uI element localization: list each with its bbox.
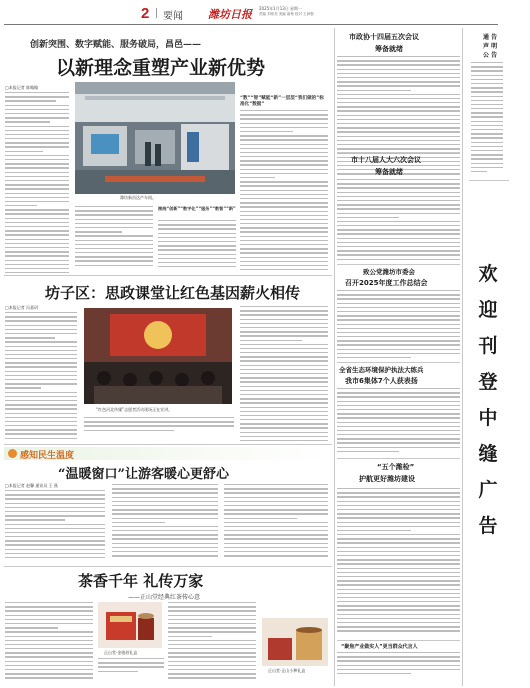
article1-factory-photo [75, 82, 235, 194]
right-head2-line1: 市十八届人大六次会议 [351, 156, 421, 164]
article3-bottom-rule [4, 566, 332, 567]
right-head1-line2: 筹备就绪 [375, 45, 403, 53]
header-divider [156, 8, 157, 18]
margin-divider [462, 28, 463, 686]
article1-col1b-text [75, 206, 153, 268]
article3-col3-text [224, 484, 328, 562]
right-head5-line2: 护航更好潍坊建设 [359, 475, 415, 483]
page-number: 2 [141, 5, 150, 22]
article1-byline: □本报记者 陈翰翰 [5, 85, 39, 90]
article1-subhead1: “数”“智”赋能“新”一层层“我们做的”标准化“数据” [240, 96, 324, 107]
newspaper-logo: 潍坊日报 [208, 8, 252, 21]
right-article4-text [337, 388, 460, 456]
people-banner-label: 感知民生温度 [20, 451, 75, 461]
right-head2-line2: 筹备就绪 [375, 168, 403, 176]
tea-set-graphic [262, 618, 328, 666]
header-rule [4, 24, 498, 25]
right-head6: “聚焦产业做实人”更当群众代言人 [341, 644, 418, 650]
right-rule5 [337, 640, 460, 641]
article1-photo-caption: 潍坊新昌达产车间。 [120, 195, 156, 200]
people-banner [4, 447, 332, 460]
right-rule4 [337, 458, 460, 459]
article2-col1-text [5, 312, 77, 440]
article3-col1-text [5, 490, 105, 562]
article4-photo1-caption: 正山堂·金骏眉礼盒 [104, 650, 138, 655]
notice-title-2: 声 明 [483, 43, 498, 50]
issue-date: 2025年1月13日 [259, 6, 289, 11]
right-article6-text [337, 652, 460, 684]
right-rule2 [337, 264, 460, 265]
article1-col3-text [240, 110, 328, 270]
notice-title-3: 公 告 [483, 52, 498, 59]
article1-kicker: 创新突围、数字赋能、服务破局，昌邑—— [30, 40, 202, 50]
article4-col3-text [168, 602, 256, 684]
right-rule1 [337, 152, 460, 153]
right-head4-line2: 我市6集体7个人获表扬 [345, 377, 418, 385]
right-column [337, 28, 460, 686]
notice-title-1: 通 告 [483, 34, 498, 41]
article2-byline: □本报记者 冯嘉玥 [5, 305, 39, 310]
article3-byline: □本报记者 赵馨 通讯员 王 燕 [5, 483, 58, 488]
right-head3-line2: 召开2025年度工作总结会 [345, 279, 428, 287]
article2-bottom-rule [4, 444, 332, 445]
article1-col1-text [5, 92, 69, 274]
article4-col2-text [98, 658, 164, 684]
right-rule3 [337, 362, 460, 363]
right-head3-line1: 致公党潍坊市委会 [363, 268, 415, 276]
article4-tea-photo-1 [98, 602, 162, 648]
right-article5-text [337, 488, 460, 638]
article1-subhead3: 围绕“创新”“数字化”“服务”“数智”“新” [158, 206, 236, 211]
tea-box-graphic [98, 602, 162, 648]
right-article3-text [337, 290, 460, 362]
article2-classroom-photo [84, 308, 232, 404]
article4-subtitle: ——正山堂经典红茶传心意 [128, 594, 201, 601]
article1-col2b-text [158, 220, 236, 270]
article4-headline: 茶香千年 礼传万家 [78, 572, 204, 590]
right-head4-line1: 全省生态环境保护执法大练兵 [339, 366, 424, 374]
article2-headline: 坊子区：思政课堂让红色基因薪火相传 [45, 284, 301, 302]
issue-weekday: 星期一 [290, 6, 302, 11]
article1-bottom-rule [4, 275, 332, 276]
section-label: 要闻 [163, 11, 183, 22]
article4-col1-text [5, 602, 93, 684]
margin-ad-strip [465, 28, 530, 686]
masthead [0, 0, 330, 22]
right-head5-line1: “五个潍检” [377, 463, 415, 471]
classroom-photo-graphic [84, 308, 232, 404]
article2-col2-text [84, 417, 234, 441]
column-divider [334, 28, 335, 686]
article3-col2-text [112, 484, 218, 562]
article4-photo2-caption: 正山堂·正山小种礼盒 [268, 668, 306, 673]
people-banner-icon [8, 449, 17, 458]
article4-tea-photo-2 [262, 618, 328, 666]
article3-headline: “温暖窗口”让游客暖心更舒心 [58, 467, 229, 482]
notice-text [471, 62, 503, 178]
editor-credits: 责编 刘伟亮 美编 唐杨 校对 王润强 [259, 12, 314, 16]
margin-ad-slogan: 欢迎刊登中缝广告 [478, 263, 498, 537]
article1-headline: 以新理念重塑产业新优势 [56, 57, 266, 79]
notice-bottom-rule [469, 180, 509, 181]
factory-photo-graphic [75, 82, 235, 194]
right-article2-text [337, 179, 460, 263]
article2-photo-caption: “红色河北传媒”志愿者活动现场正在宣讲。 [96, 407, 173, 412]
article2-col3-text [240, 306, 328, 442]
right-head1-line1: 市政协十四届五次会议 [349, 33, 419, 41]
